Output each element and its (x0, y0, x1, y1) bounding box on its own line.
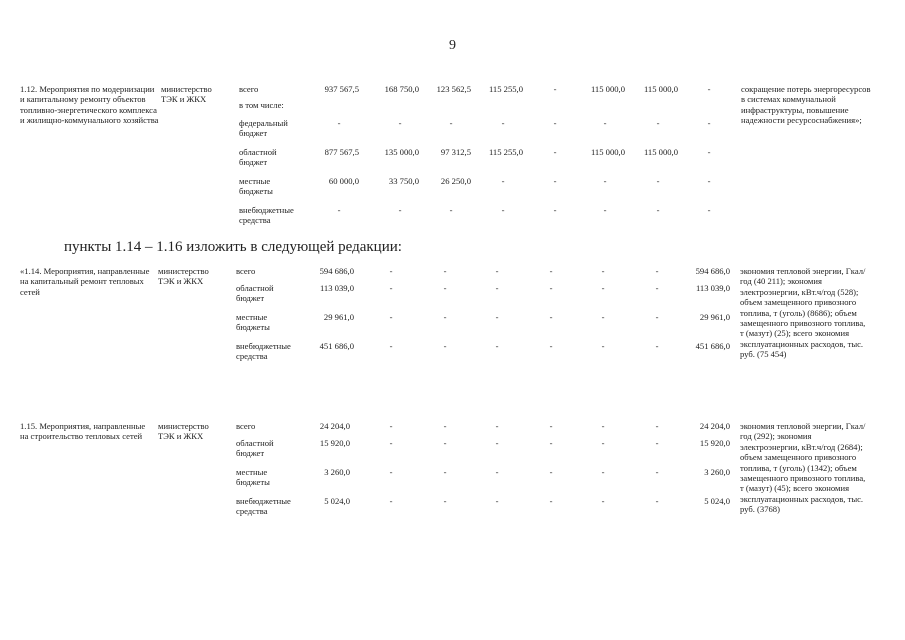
value-cell: 451 686,0 (695, 341, 730, 351)
source-label: областной бюджет (239, 147, 277, 168)
value-cell: - (707, 147, 711, 157)
value-cell: - (656, 205, 660, 215)
value-cell: - (655, 496, 659, 506)
value-cell: - (553, 147, 557, 157)
value-cell: - (495, 312, 499, 322)
expected-result: экономия тепловой энергии, Гкал/год (292); экономия электроэнергии, кВт.ч/год (2684); объем замещенного привозного топлива, т (уголь) (1342); объем замещенного привозного топлива, т (мазут) (45); всего экономия эксплуатационных расходов, тыс. руб. (3768) (740, 421, 866, 515)
value-cell: - (603, 176, 607, 186)
value-cell: 113 039,0 (319, 283, 354, 293)
value-cell: 115 255,0 (488, 147, 523, 157)
executor: министерство ТЭК и ЖКХ (158, 421, 209, 442)
value-cell: - (601, 496, 605, 506)
value-cell: - (389, 421, 393, 431)
value-cell: - (495, 283, 499, 293)
measure-name: 1.12. Мероприятия по модернизации и капитальному ремонту объектов топливно-энергетического комплекса и жилищно-коммунального хозяйства (20, 84, 159, 126)
source-label: местные бюджеты (236, 312, 270, 333)
value-cell: - (549, 467, 553, 477)
value-cell: 24 204,0 (319, 421, 350, 431)
value-cell: - (655, 312, 659, 322)
value-cell: 115 000,0 (590, 147, 625, 157)
value-cell: 451 686,0 (319, 341, 354, 351)
value-cell: - (601, 421, 605, 431)
value-cell: 3 260,0 (324, 467, 350, 477)
value-cell: - (443, 283, 447, 293)
value-cell: - (603, 118, 607, 128)
value-cell: - (707, 176, 711, 186)
value-cell: - (601, 283, 605, 293)
value-cell: - (495, 438, 499, 448)
value-cell: - (389, 438, 393, 448)
value-cell: - (495, 341, 499, 351)
value-cell: - (549, 496, 553, 506)
value-cell: - (389, 283, 393, 293)
value-cell: - (495, 421, 499, 431)
source-label: всего (236, 266, 256, 276)
expected-result: сокращение потерь энергоресурсов в системах коммунальной инфраструктуры, повышение надежности ресурсоснабжения»; (741, 84, 871, 126)
value-cell: - (707, 84, 711, 94)
value-cell: - (601, 438, 605, 448)
source-label: местные бюджеты (239, 176, 273, 197)
value-cell: - (495, 467, 499, 477)
value-cell: - (655, 421, 659, 431)
value-cell: 33 750,0 (388, 176, 419, 186)
value-cell: - (549, 312, 553, 322)
value-cell: - (443, 312, 447, 322)
value-cell: - (501, 176, 505, 186)
value-cell: - (655, 438, 659, 448)
value-cell: - (549, 341, 553, 351)
value-cell: - (553, 118, 557, 128)
page-number: 9 (449, 38, 456, 53)
value-cell: 97 312,5 (440, 147, 471, 157)
value-cell: - (655, 467, 659, 477)
value-cell: 3 260,0 (704, 467, 730, 477)
value-cell: - (389, 496, 393, 506)
value-cell: - (601, 312, 605, 322)
value-cell: - (603, 205, 607, 215)
value-cell: - (443, 467, 447, 477)
value-cell: 115 000,0 (643, 147, 678, 157)
value-cell: - (495, 496, 499, 506)
source-label: внебюджетные средства (236, 496, 291, 517)
measure-name: 1.15. Мероприятия, направленные на строительство тепловых сетей (20, 421, 146, 442)
value-cell: 168 750,0 (384, 84, 419, 94)
value-cell: - (449, 205, 453, 215)
value-cell: - (337, 118, 341, 128)
value-cell: - (601, 341, 605, 351)
value-cell: - (389, 467, 393, 477)
value-cell: 29 961,0 (699, 312, 730, 322)
value-cell: - (398, 118, 402, 128)
value-cell: 15 920,0 (699, 438, 730, 448)
value-cell: 115 000,0 (643, 84, 678, 94)
value-cell: - (501, 205, 505, 215)
value-cell: 113 039,0 (695, 283, 730, 293)
value-cell: - (337, 205, 341, 215)
value-cell: 26 250,0 (440, 176, 471, 186)
value-cell: - (449, 118, 453, 128)
source-label: внебюджетные средства (239, 205, 294, 226)
value-cell: - (655, 266, 659, 276)
value-cell: - (398, 205, 402, 215)
value-cell: - (443, 266, 447, 276)
value-cell: - (443, 496, 447, 506)
value-cell: - (501, 118, 505, 128)
value-cell: 24 204,0 (699, 421, 730, 431)
source-label: областной бюджет (236, 438, 274, 459)
value-cell: - (707, 118, 711, 128)
value-cell: 594 686,0 (319, 266, 354, 276)
instruction-heading: пункты 1.14 – 1.16 изложить в следующей редакции: (64, 239, 402, 255)
value-cell: - (389, 341, 393, 351)
value-cell: - (601, 467, 605, 477)
value-cell: - (389, 266, 393, 276)
value-cell: - (553, 176, 557, 186)
value-cell: - (656, 176, 660, 186)
value-cell: 115 255,0 (488, 84, 523, 94)
executor: министерство ТЭК и ЖКХ (158, 266, 209, 287)
value-cell: 877 567,5 (324, 147, 359, 157)
value-cell: 29 961,0 (323, 312, 354, 322)
value-cell: - (549, 266, 553, 276)
value-cell: 115 000,0 (590, 84, 625, 94)
value-cell: 594 686,0 (695, 266, 730, 276)
value-cell: - (655, 283, 659, 293)
value-cell: - (656, 118, 660, 128)
expected-result: экономия тепловой энергии, Гкал/год (40 211); экономия электроэнергии, кВт.ч/год (528); объем замещенного привозного топлива, т (уголь) (8686); объем замещенного привозного топлива, т (мазут) (25); всего экономия эксплуатационных расходов, тыс. руб. (75 454) (740, 266, 866, 360)
value-cell: - (443, 438, 447, 448)
source-label: всего (239, 84, 259, 94)
source-label: внебюджетные средства (236, 341, 291, 362)
value-cell: 135 000,0 (384, 147, 419, 157)
value-cell: - (655, 341, 659, 351)
value-cell: - (553, 84, 557, 94)
source-label: всего (236, 421, 256, 431)
value-cell: - (443, 421, 447, 431)
value-cell: 15 920,0 (319, 438, 350, 448)
source-label: областной бюджет (236, 283, 274, 304)
value-cell: - (549, 421, 553, 431)
value-cell: - (553, 205, 557, 215)
source-label: федеральный бюджет (239, 118, 288, 139)
measure-name: «1.14. Мероприятия, направленные на капитальный ремонт тепловых сетей (20, 266, 150, 297)
value-cell: 123 562,5 (436, 84, 471, 94)
value-cell: 937 567,5 (324, 84, 359, 94)
executor: министерство ТЭК и ЖКХ (161, 84, 212, 105)
value-cell: 60 000,0 (328, 176, 359, 186)
value-cell: - (495, 266, 499, 276)
value-cell: - (443, 341, 447, 351)
value-cell: - (549, 283, 553, 293)
value-cell: 5 024,0 (704, 496, 730, 506)
value-cell: - (601, 266, 605, 276)
source-label: местные бюджеты (236, 467, 270, 488)
value-cell: 5 024,0 (324, 496, 350, 506)
source-label: в том числе: (239, 100, 284, 110)
value-cell: - (549, 438, 553, 448)
value-cell: - (707, 205, 711, 215)
value-cell: - (389, 312, 393, 322)
